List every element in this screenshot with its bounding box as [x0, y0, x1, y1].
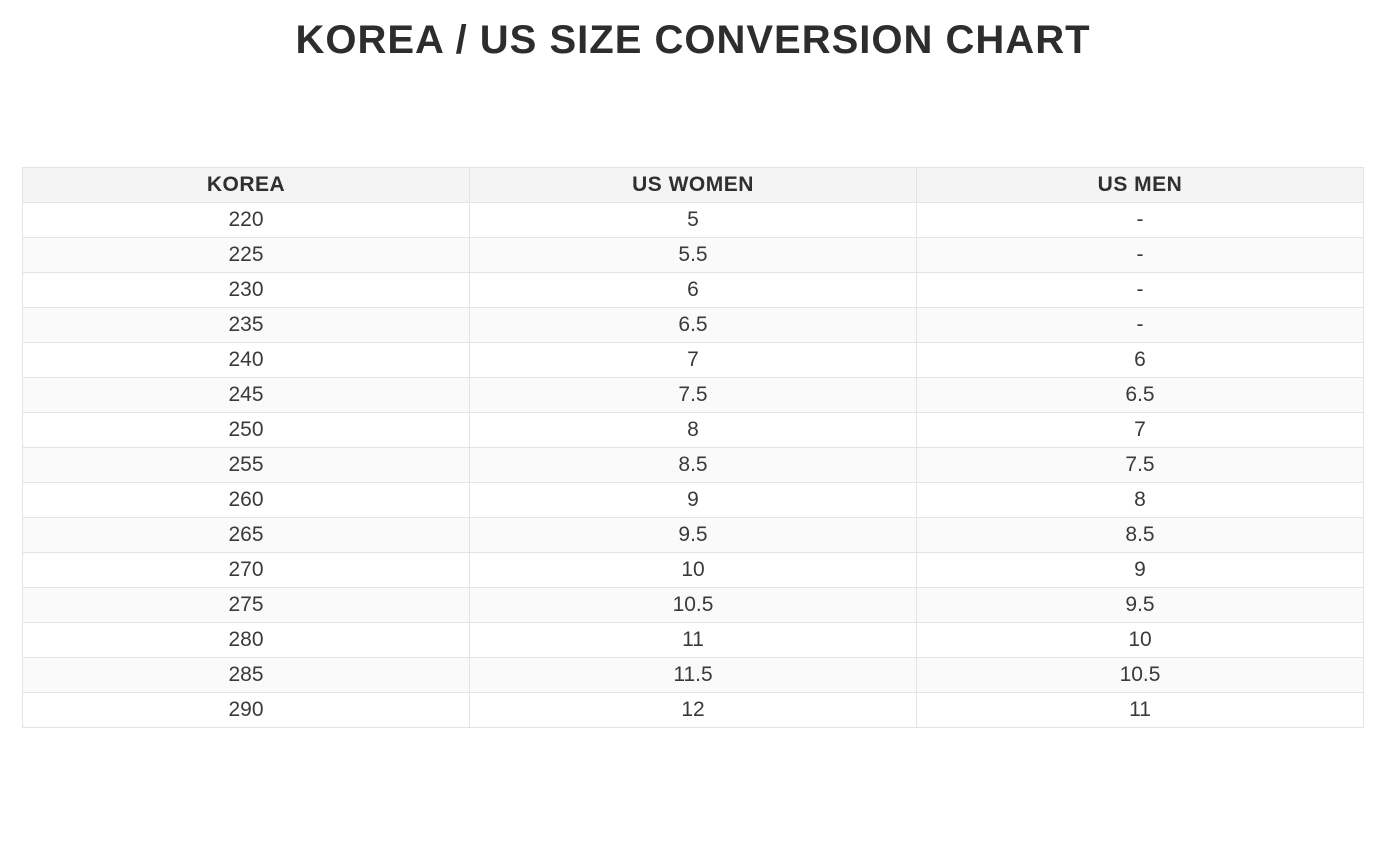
table-container: [22, 167, 1364, 728]
table-row: [23, 693, 1364, 728]
table-cell-korea: 270: [23, 553, 470, 588]
table-cell-korea: 220: [23, 203, 470, 238]
table-cell-us_women: 9: [470, 483, 917, 518]
table-cell-us_men: 11: [917, 693, 1364, 728]
table-cell-us_men: -: [917, 203, 1364, 238]
table-cell-us_men: 6.5: [917, 378, 1364, 413]
column-header-us-men: US MEN: [917, 168, 1364, 203]
table-cell-us_men: -: [917, 308, 1364, 343]
table-cell-korea: 245: [23, 378, 470, 413]
table-row: [23, 203, 1364, 238]
column-header-us-women: US WOMEN: [470, 168, 917, 203]
table-cell-korea: 290: [23, 693, 470, 728]
table-row: [23, 413, 1364, 448]
table-cell-us_women: 5: [470, 203, 917, 238]
table-row: [23, 553, 1364, 588]
table-cell-us_men: 10: [917, 623, 1364, 658]
table-header-row: [23, 168, 1364, 203]
table-cell-us_women: 11.5: [470, 658, 917, 693]
table-cell-korea: 265: [23, 518, 470, 553]
table-cell-us_women: 9.5: [470, 518, 917, 553]
table-body: [23, 203, 1364, 728]
table-cell-us_women: 8: [470, 413, 917, 448]
table-cell-us_men: 9: [917, 553, 1364, 588]
table-cell-korea: 230: [23, 273, 470, 308]
table-cell-us_women: 10.5: [470, 588, 917, 623]
table-cell-us_women: 10: [470, 553, 917, 588]
table-row: [23, 238, 1364, 273]
table-row: [23, 518, 1364, 553]
table-cell-us_women: 5.5: [470, 238, 917, 273]
table-cell-korea: 275: [23, 588, 470, 623]
table-cell-us_men: 6: [917, 343, 1364, 378]
table-row: [23, 658, 1364, 693]
table-row: [23, 378, 1364, 413]
table-cell-us_women: 11: [470, 623, 917, 658]
table-cell-us_men: 7.5: [917, 448, 1364, 483]
table-cell-us_men: 10.5: [917, 658, 1364, 693]
size-conversion-table: [22, 167, 1364, 728]
table-row: [23, 308, 1364, 343]
table-cell-us_women: 7.5: [470, 378, 917, 413]
table-cell-korea: 225: [23, 238, 470, 273]
table-row: [23, 623, 1364, 658]
table-row: [23, 588, 1364, 623]
table-row: [23, 448, 1364, 483]
table-row: [23, 273, 1364, 308]
table-cell-korea: 240: [23, 343, 470, 378]
table-cell-korea: 280: [23, 623, 470, 658]
table-cell-korea: 235: [23, 308, 470, 343]
table-cell-us_men: 8: [917, 483, 1364, 518]
column-header-korea: KOREA: [23, 168, 470, 203]
table-cell-us_men: -: [917, 273, 1364, 308]
table-cell-us_women: 7: [470, 343, 917, 378]
table-cell-korea: 285: [23, 658, 470, 693]
table-cell-korea: 250: [23, 413, 470, 448]
table-cell-us_men: -: [917, 238, 1364, 273]
table-header: [23, 168, 1364, 203]
table-cell-korea: 260: [23, 483, 470, 518]
table-row: [23, 343, 1364, 378]
table-cell-us_women: 12: [470, 693, 917, 728]
table-cell-us_men: 9.5: [917, 588, 1364, 623]
table-cell-korea: 255: [23, 448, 470, 483]
table-cell-us_women: 8.5: [470, 448, 917, 483]
table-cell-us_men: 8.5: [917, 518, 1364, 553]
table-cell-us_men: 7: [917, 413, 1364, 448]
table-cell-us_women: 6.5: [470, 308, 917, 343]
table-cell-us_women: 6: [470, 273, 917, 308]
table-row: [23, 483, 1364, 518]
page-title: KOREA / US SIZE CONVERSION CHART: [295, 18, 1091, 62]
